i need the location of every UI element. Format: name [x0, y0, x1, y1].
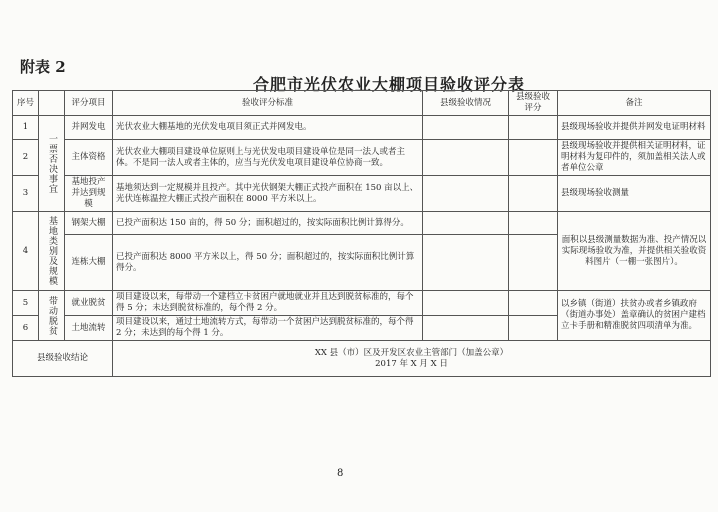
table-row: [13, 176, 711, 212]
seq-cell: 5: [13, 291, 39, 316]
seq-cell: 1: [13, 116, 39, 140]
conclusion-label: 县级验收结论: [13, 341, 113, 377]
seq-cell: 2: [13, 140, 39, 176]
standard-cell: 已投产面积达 150 亩的，得 50 分；面积超过的，按实际面积比例计算得分。: [113, 212, 423, 235]
remark-cell: 县级现场验收并提供相关证明材料，证明材料为复印件的，须加盖相关法人或者单位公章: [558, 140, 711, 176]
item-cell: 钢架大棚: [65, 212, 113, 235]
standard-cell: 项目建设以来，通过土地流转方式，每带动一个贫困户达到脱贫标准的，每个得 2 分；未达到的每个得 1 分。: [113, 316, 423, 341]
score-cell[interactable]: [509, 316, 558, 341]
department-seal-text: XX 县（市）区及开发区农业主管部门（加盖公章）: [314, 347, 509, 358]
header-row: [13, 91, 711, 116]
item-cell: 并网发电: [65, 116, 113, 140]
situation-cell[interactable]: [423, 212, 509, 235]
item-cell: 主体资格: [65, 140, 113, 176]
standard-cell: 光伏农业大棚基地的光伏发电项目须正式并网发电。: [113, 116, 423, 140]
situation-cell[interactable]: [423, 316, 509, 341]
standard-cell: 光伏农业大棚项目建设单位原则上与光伏发电项目建设单位是同一法人或者主体。不是同一法人或者主体的，应当与光伏发电项目建设单位协商一致。: [113, 140, 423, 176]
table-row: [13, 116, 711, 140]
remark-cell: 面积以县级测量数据为准、投产情况以实际现场验收为准，并提供相关验收资料图片（一棚一张图片）。: [558, 212, 711, 291]
category-cell: 基地类别及规模: [39, 212, 65, 291]
score-cell[interactable]: [509, 291, 558, 316]
situation-cell[interactable]: [423, 291, 509, 316]
conclusion-date: 2017 年 X 月 X 日: [375, 358, 448, 369]
score-cell[interactable]: [509, 235, 558, 291]
standard-cell: 基地须达到一定规模并且投产。其中光伏钢架大棚正式投产面积在 150 亩以上、光伏连栋温控大棚正式投产面积在 8000 平方米以上。: [113, 176, 423, 212]
item-cell: 就业脱贫: [65, 291, 113, 316]
remark-cell: 县级现场验收测量: [558, 176, 711, 212]
standard-cell: 项目建设以来，每带动一个建档立卡贫困户就地就业并且达到脱贫标准的，每个得 5 分；未达到脱贫标准的，每个得 2 分。: [113, 291, 423, 316]
standard-cell: 已投产面积达 8000 平方米以上，得 50 分；面积超过的，按实际面积比例计算得分。: [113, 235, 423, 291]
score-cell[interactable]: [509, 140, 558, 176]
header-situation: 县级验收情况: [423, 91, 509, 116]
table-row: [13, 291, 711, 316]
table-row: [13, 140, 711, 176]
table-row: [13, 212, 711, 235]
score-cell[interactable]: [509, 212, 558, 235]
page-title: 合肥市光伏农业大棚项目验收评分表: [252, 75, 525, 94]
seq-cell: 4: [13, 212, 39, 291]
score-cell[interactable]: [509, 116, 558, 140]
header-remark: 备注: [558, 91, 711, 116]
header-score: 县级验收评分: [509, 91, 558, 116]
remark-cell: 县级现场验收并提供并网发电证明材料: [558, 116, 711, 140]
situation-cell[interactable]: [423, 235, 509, 291]
seq-cell: 6: [13, 316, 39, 341]
scoring-table: [12, 90, 711, 377]
header-item: 评分项目: [65, 91, 113, 116]
conclusion-content: [113, 341, 711, 377]
conclusion-row: [13, 341, 711, 377]
category-cell: 带动脱贫: [39, 291, 65, 341]
situation-cell[interactable]: [423, 140, 509, 176]
item-cell: 土地流转: [65, 316, 113, 341]
item-cell: 连栋大棚: [65, 235, 113, 291]
situation-cell[interactable]: [423, 116, 509, 140]
remark-cell: 以乡镇（街道）扶贫办或者乡镇政府（街道办事处）盖章确认的贫困户建档立卡手册和精准脱贫四项清单为准。: [558, 291, 711, 341]
score-cell[interactable]: [509, 176, 558, 212]
header-category: [39, 91, 65, 116]
item-cell: 基地投产并达到规模: [65, 176, 113, 212]
category-cell: 一票否决事宜: [39, 116, 65, 212]
page-number: 8: [337, 468, 344, 479]
seq-cell: 3: [13, 176, 39, 212]
header-seq: 序号: [13, 91, 39, 116]
appendix-label: 附表 2: [20, 58, 66, 76]
header-standard: 验收评分标准: [113, 91, 423, 116]
situation-cell[interactable]: [423, 176, 509, 212]
